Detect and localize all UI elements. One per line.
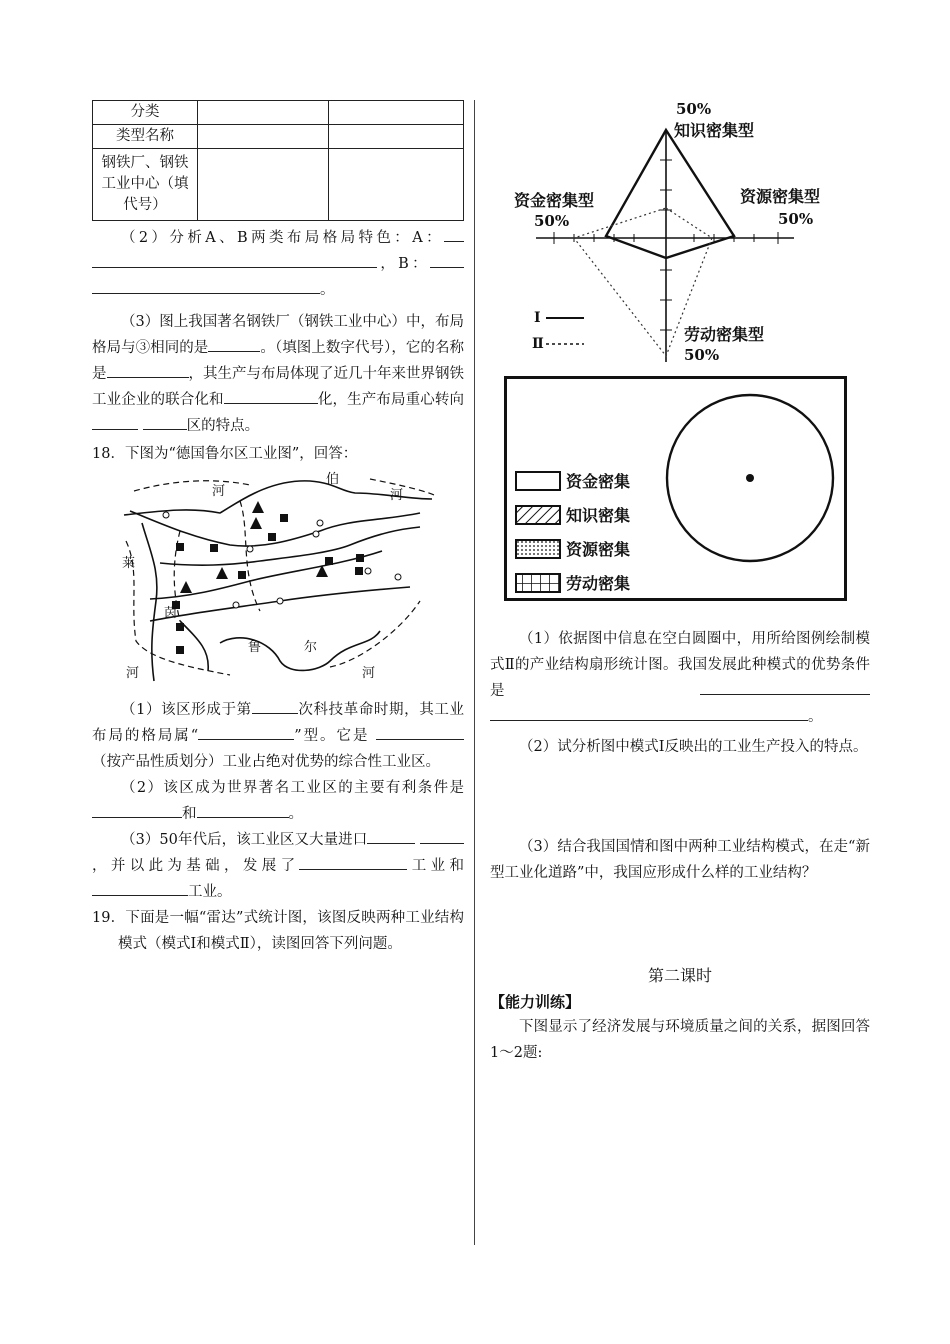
map-label: 河: [390, 488, 404, 503]
legend-item: 劳动密集: [566, 574, 631, 593]
radar-left-pct: 50%: [534, 212, 570, 230]
q18-part2: （2）该区成为世界著名工业区的主要有利条件是和 。: [92, 775, 464, 827]
column-divider: [474, 100, 475, 1245]
map-label: 河: [126, 666, 140, 681]
q17-part3: （3）图上我国著名钢铁厂（钢铁工业中心）中，布局格局与③相同的是 。（填图上数字代号），它的名称是 ，其生产与布局体现了近几十年来世界钢铁工业企业的联合化和 化，生产布局重心转向 区的特点。: [92, 314, 465, 434]
map-label: 河: [362, 666, 376, 681]
q19-part2: （2）试分析图中模式Ⅰ反映出的工业生产投入的特点。: [519, 739, 868, 755]
radar-bottom-label: 劳动密集型: [684, 325, 765, 344]
radar-top-label: 知识密集型: [674, 121, 755, 140]
radar-left-label: 资金密集型: [514, 191, 595, 210]
q19-part1: （1）依据图中信息在空白圆圈中，用所给图例绘制模式Ⅱ的产业结构扇形统计图。我国发展此种模式的优势条件是 。: [490, 631, 870, 725]
q19-part3: （3）结合我国国情和图中两种工业结构模式，在走“新型工业化道路”中，我国应形成什么样的工业结构？: [490, 839, 870, 881]
q19-intro: 19．下面是一幅“雷达”式统计图，该图反映两种工业结构模式（模式Ⅰ和模式Ⅱ），读图回答下列问题。: [92, 910, 464, 952]
q17-part2: （2）分析A、B两类布局格局特色：A： ，B： 。: [92, 225, 464, 303]
map-label: 伯: [326, 472, 340, 487]
radar-top-pct: 50%: [676, 100, 712, 118]
table-row-label: 钢铁厂、钢铁工业中心（填代号）: [93, 149, 198, 221]
left-column: [92, 100, 464, 957]
lesson-intro-text: 下图显示了经济发展与环境质量之间的关系，据图回答1～2题:: [490, 1019, 870, 1061]
radar-legend-mode2: Ⅱ: [532, 336, 544, 352]
right-column: [490, 100, 870, 1066]
radar-right-label: 资源密集型: [740, 187, 821, 206]
map-label: 莱: [122, 556, 136, 571]
map-label: 茵: [164, 606, 178, 621]
pie-drawing-box: [504, 376, 854, 604]
table-row-label: 分类: [93, 101, 198, 125]
radar-legend-mode1: Ⅰ: [534, 310, 541, 326]
ruhr-industrial-map: [120, 471, 436, 683]
table-row-label: 类型名称: [93, 125, 198, 149]
radar-right-pct: 50%: [778, 210, 814, 228]
classification-table: [92, 100, 464, 221]
q18-part1: （1）该区形成于第 次科技革命时期，其工业布局的格局属“ ”型。它是 （按产品性质划分）工业占绝对优势的综合性工业区。: [92, 697, 464, 775]
q18-intro: 18．下图为“德国鲁尔区工业图”，回答：: [92, 446, 358, 462]
lesson-title: 第二课时: [647, 966, 712, 985]
legend-item: 资金密集: [566, 472, 631, 491]
legend-item: 资源密集: [566, 540, 631, 559]
section-heading: 【能力训练】: [490, 993, 581, 1011]
map-label: 河: [212, 484, 226, 499]
radar-chart: [494, 100, 874, 368]
map-label: 尔: [304, 640, 318, 655]
legend-item: 知识密集: [566, 506, 631, 525]
map-label: 鲁: [248, 640, 262, 655]
q18-part3: （3）50年代后，该工业区又大量进口 ，并以此为基础，发展了 工业和工业。: [92, 827, 464, 905]
radar-bottom-pct: 50%: [684, 346, 720, 364]
